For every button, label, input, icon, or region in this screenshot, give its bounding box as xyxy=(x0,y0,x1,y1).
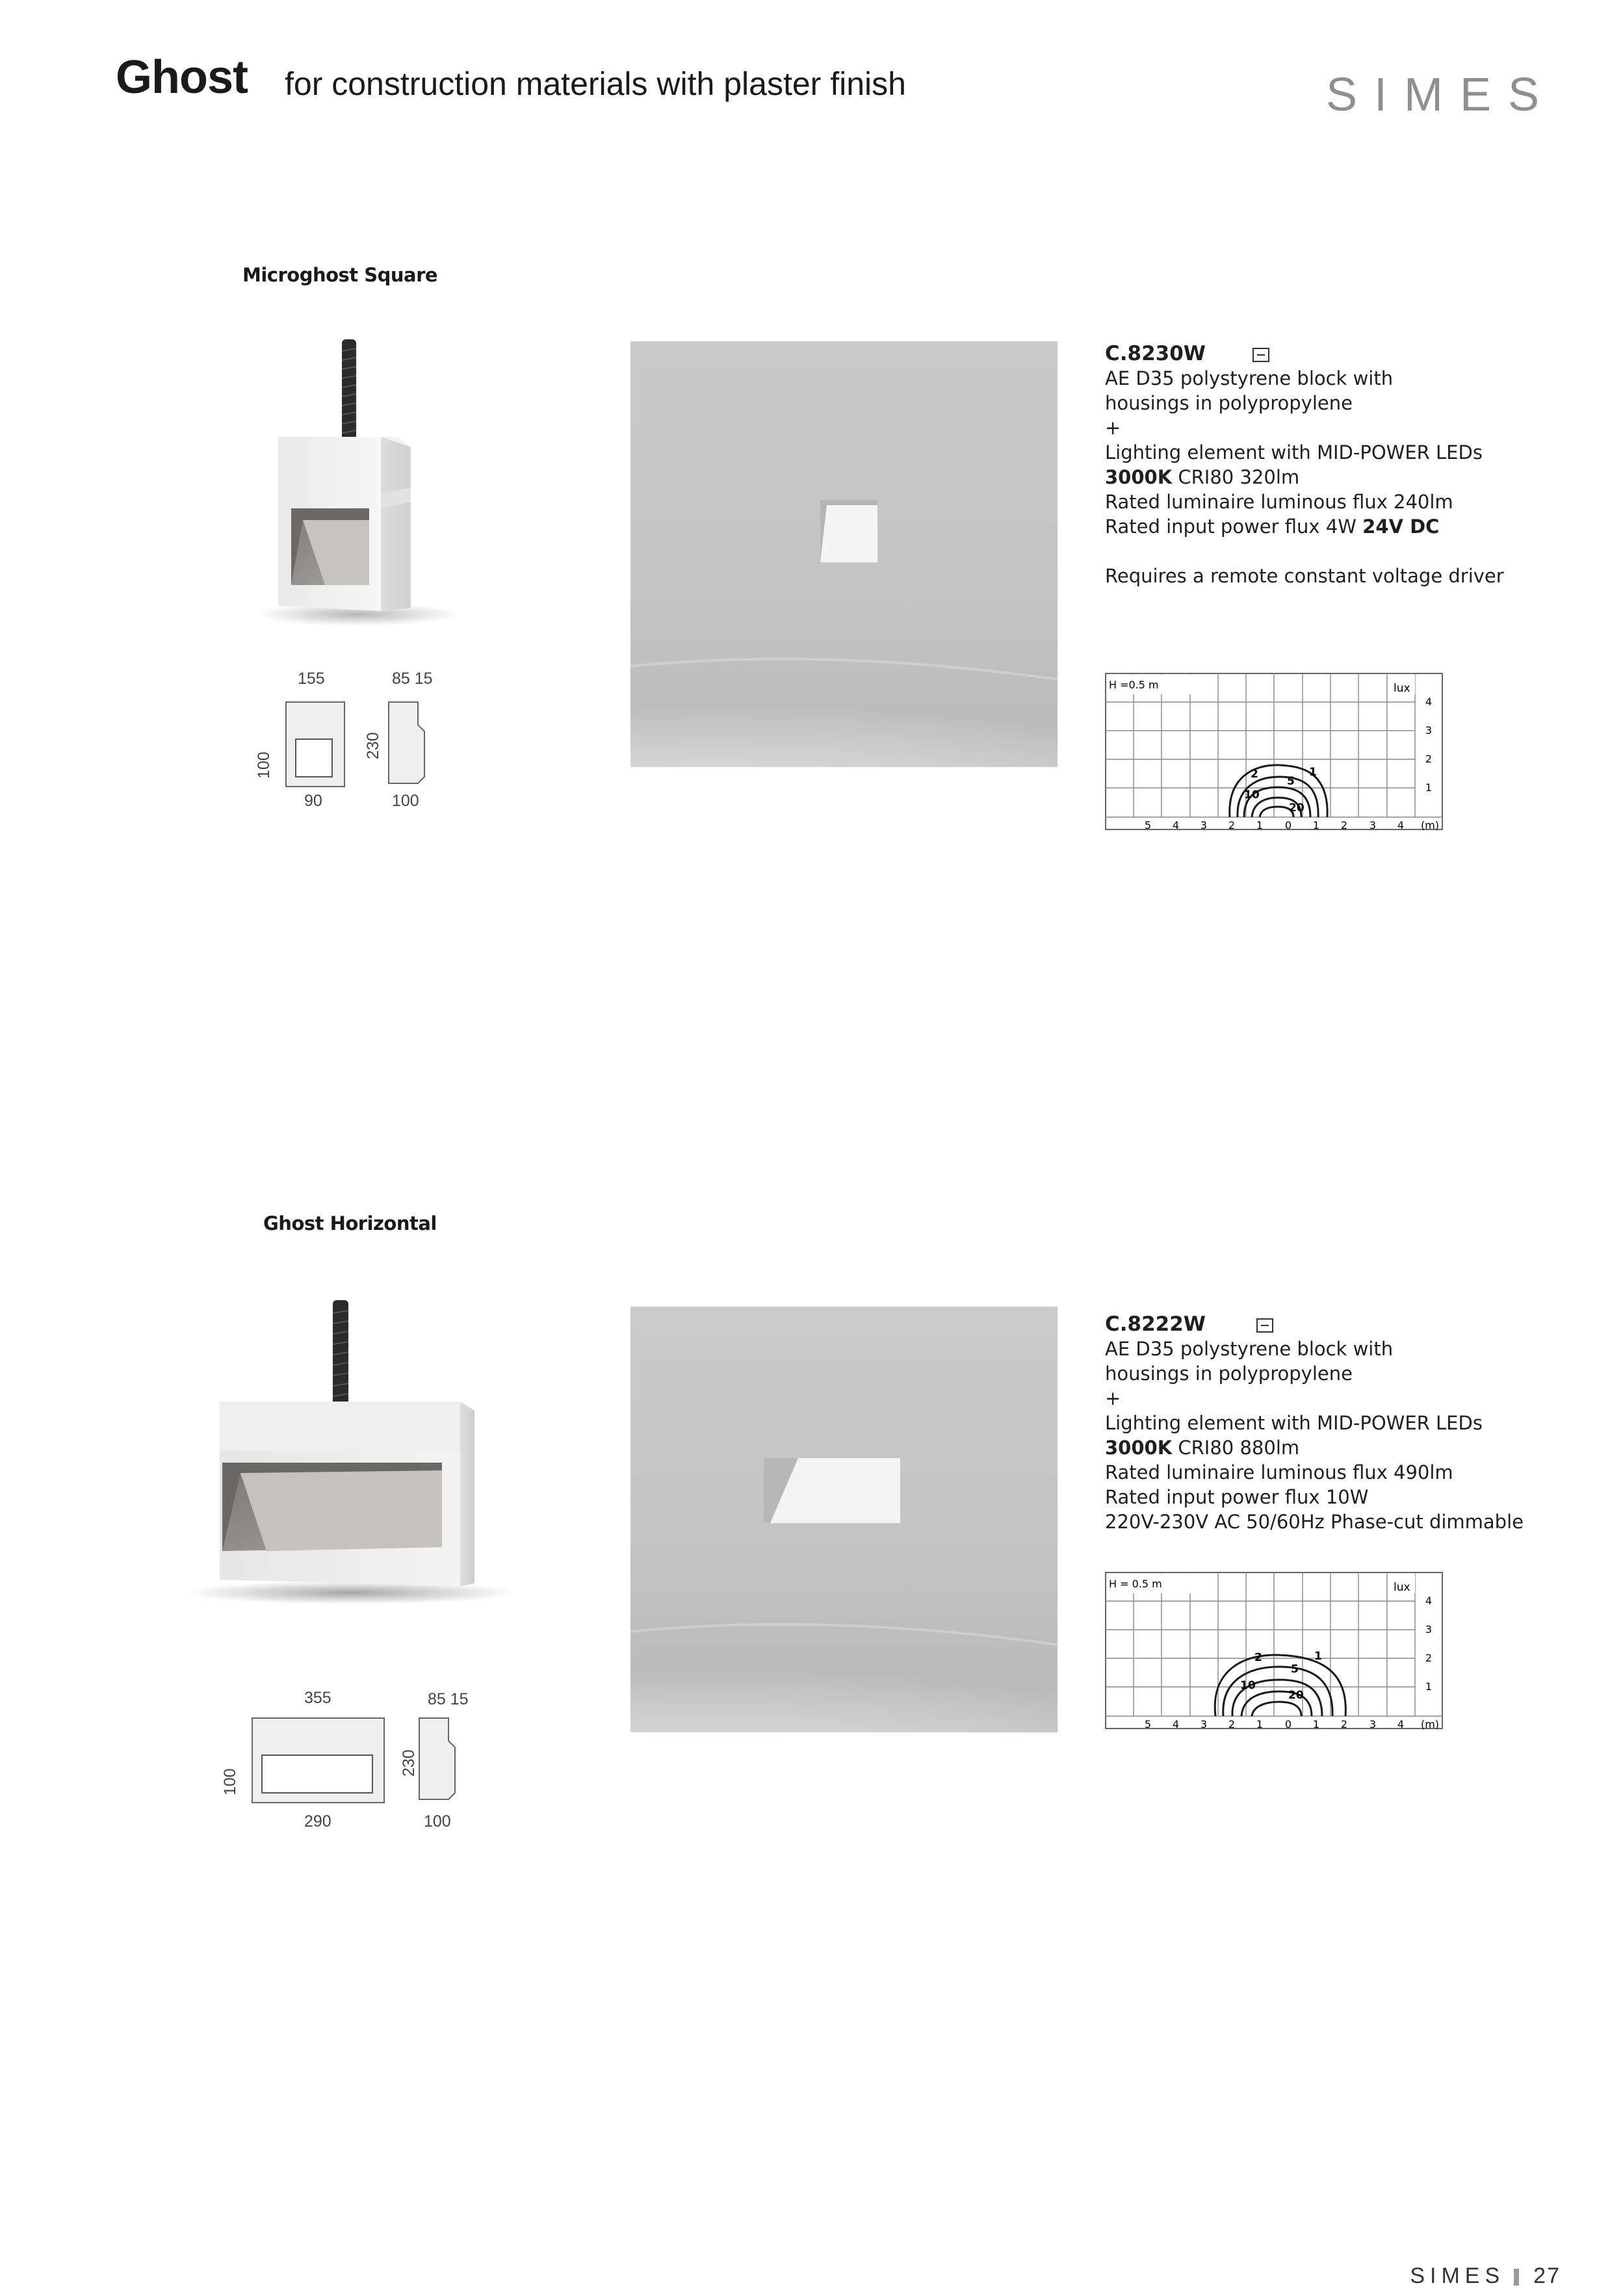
spec-text: CRI80 880lm xyxy=(1172,1437,1300,1459)
x-tick: 4 xyxy=(1172,1718,1180,1730)
spec-line: 220V-230V AC 50/60Hz Phase-cut dimmable xyxy=(1105,1511,1524,1533)
x-tick: 1 xyxy=(1256,819,1264,831)
isolux-chart xyxy=(1105,673,1485,835)
spec-text: CRI80 320lm xyxy=(1172,466,1300,488)
spec-line: housings in polypropylene xyxy=(1105,392,1353,414)
x-tick: 0 xyxy=(1284,819,1292,831)
x-tick: 3 xyxy=(1200,1718,1208,1730)
x-tick: 4 xyxy=(1397,1718,1405,1730)
color-temp: 3000K xyxy=(1105,466,1173,488)
dim-width-bottom: 90 xyxy=(304,792,322,810)
chart-unit: lux xyxy=(1394,682,1410,695)
chart-unit: lux xyxy=(1394,1581,1410,1594)
x-tick: 4 xyxy=(1172,819,1180,831)
contour-label: 2 xyxy=(1251,768,1258,781)
x-tick: 3 xyxy=(1369,819,1377,831)
installation-photo xyxy=(630,341,1058,767)
page-footer xyxy=(1410,2263,1561,2289)
contour-label: 1 xyxy=(1309,766,1317,779)
x-tick: 2 xyxy=(1228,819,1236,831)
spec-line: Rated input power flux 10W xyxy=(1105,1486,1369,1508)
color-temp: 3000K xyxy=(1105,1437,1173,1459)
x-tick: 1 xyxy=(1312,819,1320,831)
spec-line xyxy=(1105,465,1504,489)
product-name: Ghost Horizontal xyxy=(263,1212,437,1234)
contour-label: 5 xyxy=(1291,1663,1299,1676)
dim-height-side: 230 xyxy=(364,732,382,759)
y-tick: 1 xyxy=(1425,1680,1433,1693)
chart-height-label: H = 0.5 m xyxy=(1109,1578,1162,1590)
page-number: 27 xyxy=(1533,2263,1561,2288)
ip-rating-icon xyxy=(1253,348,1269,362)
x-tick: 2 xyxy=(1340,819,1348,831)
dimension-drawing xyxy=(249,1715,470,1806)
dim-depth-bottom: 100 xyxy=(424,1812,451,1831)
spec-line: Requires a remote constant voltage driver xyxy=(1105,565,1504,587)
y-tick: 2 xyxy=(1425,753,1433,765)
x-tick: 1 xyxy=(1256,1718,1264,1730)
product-code: C.8230W xyxy=(1105,342,1206,365)
contour-label: 20 xyxy=(1289,802,1305,815)
y-tick: 4 xyxy=(1425,696,1433,708)
contour-label: 10 xyxy=(1240,1679,1256,1692)
x-tick: 5 xyxy=(1144,1718,1152,1730)
dim-height-side: 230 xyxy=(400,1749,418,1777)
dim-height-left: 100 xyxy=(221,1768,239,1795)
spec-line xyxy=(1105,1435,1524,1460)
spec-line: AE D35 polystyrene block with xyxy=(1105,367,1394,389)
y-tick: 1 xyxy=(1425,781,1433,794)
y-tick: 2 xyxy=(1425,1652,1433,1664)
x-unit: (m) xyxy=(1420,819,1440,831)
dim-width-bottom: 290 xyxy=(304,1812,331,1831)
x-tick: 2 xyxy=(1340,1718,1348,1730)
product-name: Microghost Square xyxy=(242,264,438,286)
dimension-drawing xyxy=(283,699,442,790)
contour-label: 5 xyxy=(1287,775,1295,788)
dim-depth-top: 85 15 xyxy=(428,1690,469,1708)
spec-line: Rated luminaire luminous flux 490lm xyxy=(1105,1461,1453,1483)
x-tick: 3 xyxy=(1369,1718,1377,1730)
product-render xyxy=(260,332,468,631)
page-title: Ghost xyxy=(116,51,248,103)
x-tick: 0 xyxy=(1284,1718,1292,1730)
chart-height-label: H =0.5 m xyxy=(1109,679,1159,691)
x-tick: 2 xyxy=(1228,1718,1236,1730)
voltage: 24V DC xyxy=(1362,515,1440,538)
x-tick: 5 xyxy=(1144,819,1152,831)
spec-line: + xyxy=(1105,1387,1121,1409)
footer-brand: SIMES xyxy=(1410,2263,1505,2288)
dim-height-left: 100 xyxy=(255,751,273,779)
y-tick: 3 xyxy=(1425,724,1433,737)
spec-line: housings in polypropylene xyxy=(1105,1363,1353,1385)
x-unit: (m) xyxy=(1420,1718,1440,1730)
spec-line: Lighting element with MID-POWER LEDs xyxy=(1105,1412,1483,1434)
product-render xyxy=(188,1300,539,1606)
brand-logo: SIMES xyxy=(1325,69,1556,121)
contour-label: 10 xyxy=(1244,789,1260,802)
y-tick: 3 xyxy=(1425,1623,1433,1636)
contour-label: 20 xyxy=(1288,1689,1304,1702)
dim-depth-bottom: 100 xyxy=(392,792,419,810)
ip-rating-icon xyxy=(1256,1318,1273,1333)
dim-width-top: 155 xyxy=(298,670,325,688)
x-tick: 3 xyxy=(1200,819,1208,831)
spec-line: Rated luminaire luminous flux 240lm xyxy=(1105,491,1453,513)
contour-label: 1 xyxy=(1314,1650,1322,1663)
y-tick: 4 xyxy=(1425,1595,1433,1607)
spec-text: Rated input power flux 4W xyxy=(1105,515,1363,538)
page-subtitle: for construction materials with plaster finish xyxy=(285,66,906,102)
spec-line: + xyxy=(1105,417,1121,439)
contour-label: 2 xyxy=(1254,1651,1262,1664)
spec-line: AE D35 polystyrene block with xyxy=(1105,1338,1394,1360)
footer-separator xyxy=(1514,2269,1519,2286)
spec-line xyxy=(1105,514,1504,539)
x-tick: 4 xyxy=(1397,819,1405,831)
x-tick: 1 xyxy=(1312,1718,1320,1730)
dim-depth-top: 85 15 xyxy=(392,670,433,688)
product-code: C.8222W xyxy=(1105,1312,1206,1336)
installation-photo xyxy=(630,1307,1058,1732)
spec-block xyxy=(1105,1312,1524,1534)
dim-width-top: 355 xyxy=(304,1689,331,1707)
spec-line: Lighting element with MID-POWER LEDs xyxy=(1105,441,1483,463)
isolux-chart xyxy=(1105,1572,1485,1734)
spec-block xyxy=(1105,341,1504,588)
